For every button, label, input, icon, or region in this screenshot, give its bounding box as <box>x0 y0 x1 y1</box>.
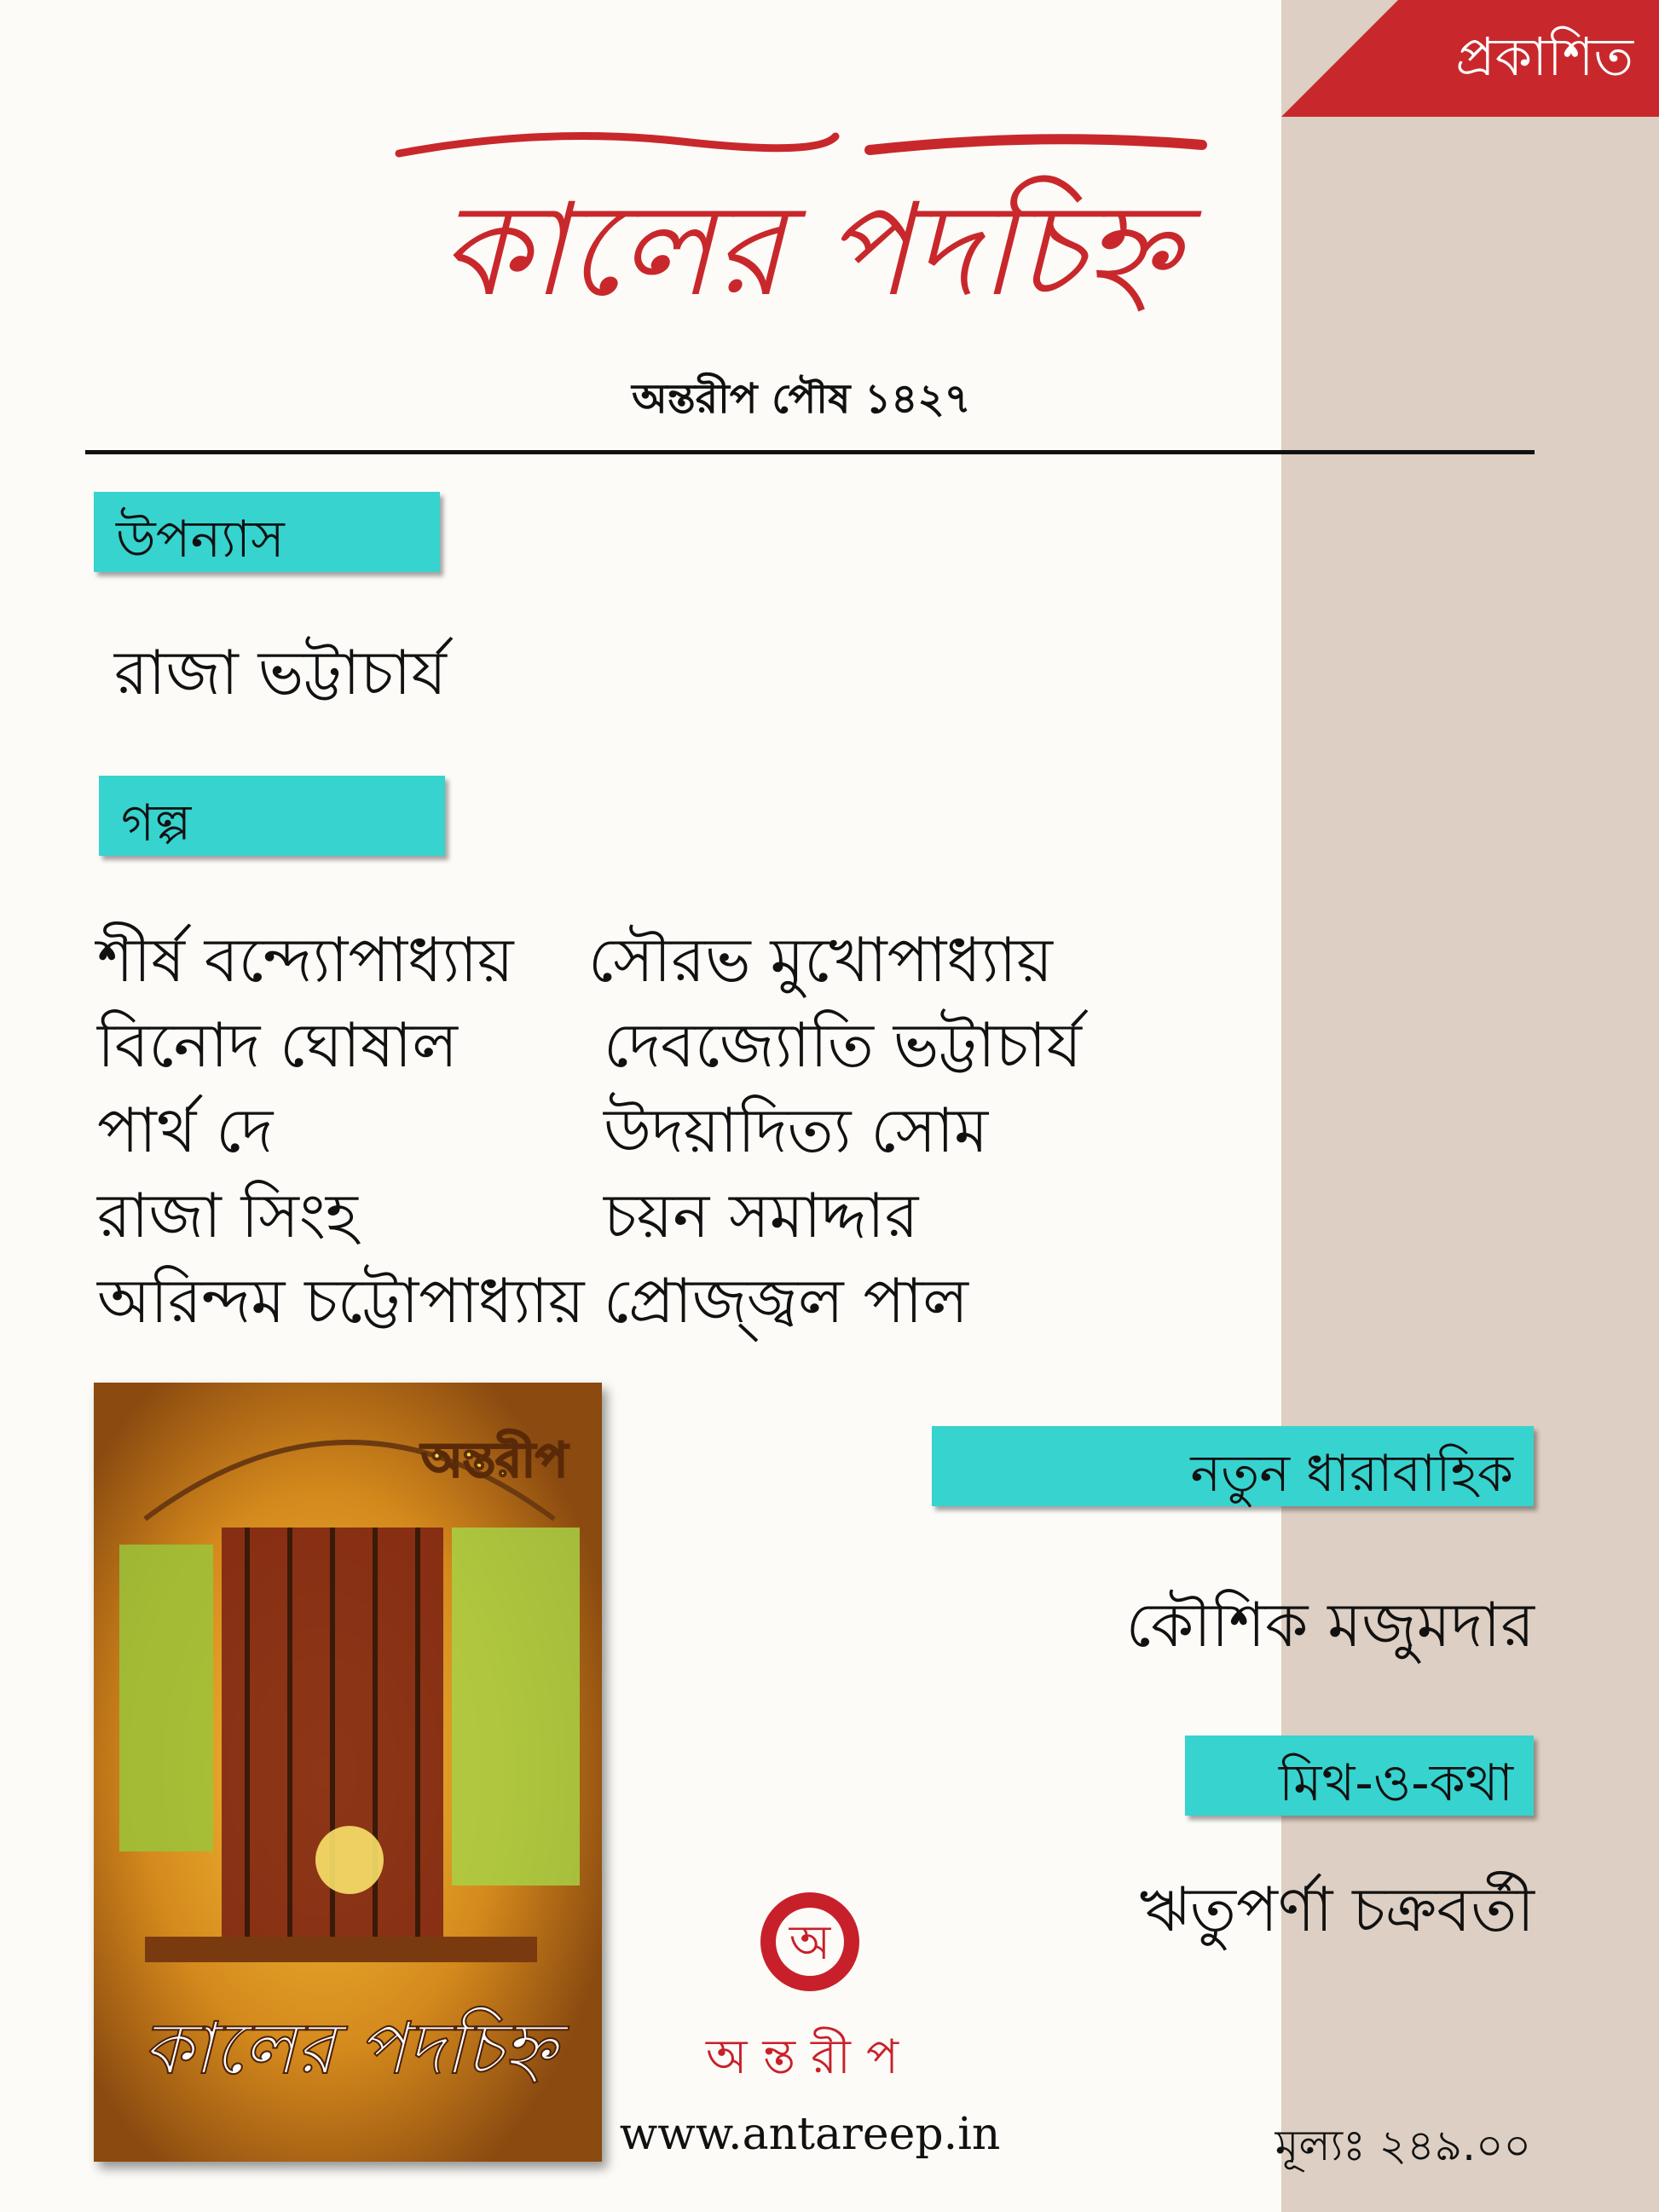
publisher-logo-letter: অ <box>789 1915 831 1971</box>
book-cover <box>94 1383 602 2162</box>
issue-subtitle: অন্তরীপ পৌষ ১৪২৭ <box>632 375 971 423</box>
story-author: রাজা সিংহ <box>97 1180 358 1251</box>
serial-author: কৌশিক মজুমদার <box>1125 1589 1535 1660</box>
cover-brand: অন্তরীপ <box>421 1433 568 1488</box>
novel-heading-tag <box>94 492 440 572</box>
stories-heading: গল্প <box>121 794 192 853</box>
novel-heading: উপন্যাস <box>116 510 285 569</box>
myth-heading-tag <box>1185 1736 1534 1816</box>
price-label: মূল্যঃ ২৪৯.০০ <box>1275 2121 1531 2170</box>
story-author: প্রোজ্জ্বল পাল <box>604 1265 968 1337</box>
cover-title: কালের পদচিহ্ন <box>142 2007 557 2090</box>
stories-heading-tag <box>99 776 445 856</box>
title-logo <box>392 119 1228 349</box>
story-author: সৌরভ মুখোপাধ্যায় <box>588 924 1053 996</box>
divider-line <box>85 450 1535 454</box>
story-author: বিনোদ ঘোষাল <box>97 1009 458 1081</box>
story-author: উদয়াদিত্য সোম <box>604 1094 989 1166</box>
publisher-logo-icon <box>759 1891 861 1993</box>
published-ribbon <box>1281 0 1659 117</box>
ribbon-label: প্রকাশিত <box>1455 26 1633 88</box>
myth-heading: মিথ-ও-কথা <box>1278 1753 1513 1813</box>
serial-heading: নতুন ধারাবাহিক <box>1190 1444 1513 1504</box>
story-author: পার্থ দে <box>97 1094 274 1166</box>
myth-author: ঋতুপর্ণা চক্রবর্তী <box>1139 1874 1535 1945</box>
story-author: অরিন্দম চট্টোপাধ্যায় <box>97 1265 585 1337</box>
website-link[interactable]: www.antareep.in <box>619 2109 1001 2160</box>
story-author: শীর্ষ বন্দ্যোপাধ্যায় <box>97 924 514 996</box>
story-author: চয়ন সমাদ্দার <box>604 1180 919 1251</box>
title-text: কালের পদচিহ্ন <box>440 176 1180 325</box>
publisher-name: অন্তরীপ <box>706 2030 914 2085</box>
serial-heading-tag <box>932 1426 1534 1506</box>
novel-author: রাজা ভট্টাচার্য <box>114 637 447 708</box>
story-author: দেবজ্যোতি ভট্টাচার্য <box>604 1009 1082 1081</box>
